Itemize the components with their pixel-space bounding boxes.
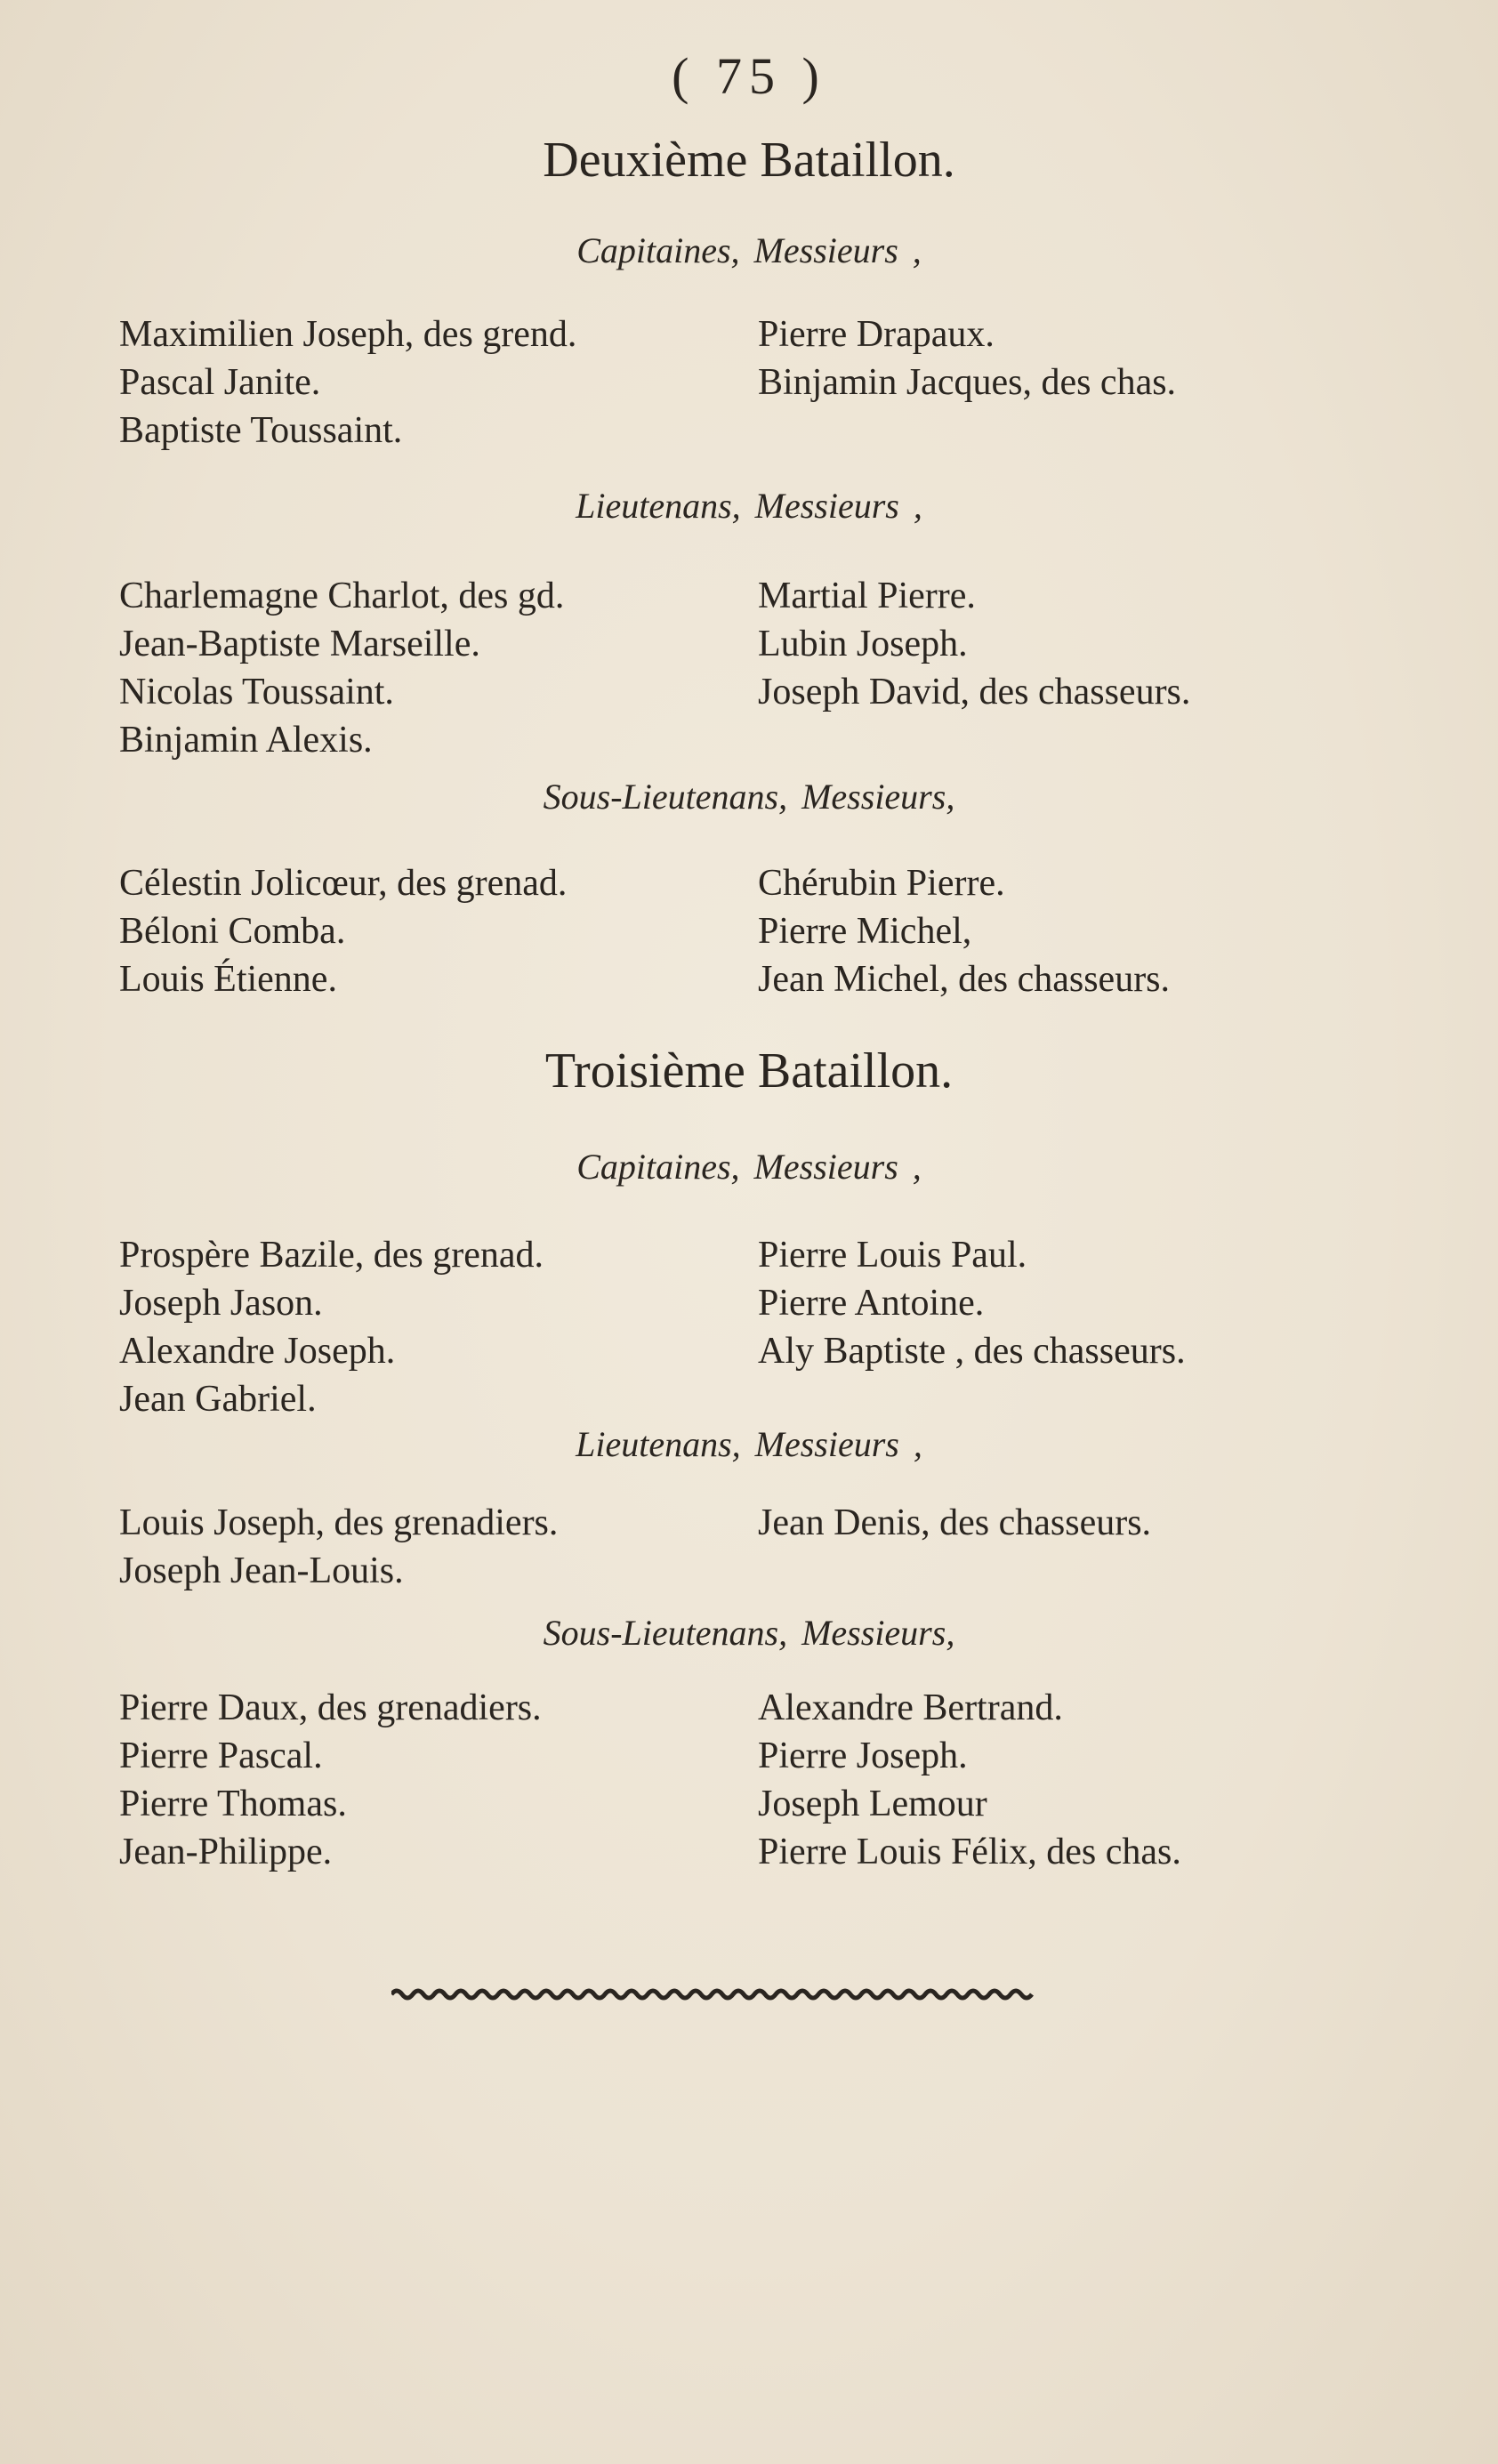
names-right-column (758, 1684, 1181, 1876)
names-left-column (119, 1231, 544, 1423)
officer-name: Pierre Louis Félix, des chas. (758, 1832, 1181, 1872)
rank-heading-lieutenans: Lieutenans, Messieurs , (576, 486, 922, 526)
officer-name: Jean Denis, des chasseurs. (758, 1502, 1152, 1543)
officer-name: Pascal Janite. (119, 362, 321, 403)
officer-name: Prospère Bazile, des grenad. (119, 1235, 544, 1276)
officer-name: Pierre Louis Paul. (758, 1235, 1027, 1276)
officer-name: Alexandre Joseph. (119, 1331, 396, 1372)
officer-name: Louis Étienne. (119, 959, 337, 1000)
names-right-column (758, 572, 1190, 716)
rank-heading-sous-lieutenans: Sous-Lieutenans, Messieurs, (543, 1613, 955, 1653)
officer-name: Jean Gabriel. (119, 1379, 317, 1420)
officer-name: Nicolas Toussaint. (119, 672, 394, 713)
officer-name: Pierre Thomas. (119, 1784, 347, 1824)
officer-name: Jean Michel, des chasseurs. (758, 959, 1171, 1000)
officer-name: Binjamin Alexis. (119, 720, 373, 761)
rank-heading-capitaines: Capitaines, Messieurs , (576, 230, 922, 270)
officer-name: Jean-Philippe. (119, 1832, 333, 1872)
officer-name: Chérubin Pierre. (758, 863, 1005, 904)
names-right-column (758, 1499, 1151, 1547)
officer-name: Joseph Lemour (758, 1784, 987, 1824)
rank-heading-lieutenans: Lieutenans, Messieurs , (576, 1424, 922, 1464)
officer-name: Louis Joseph, des grenadiers. (119, 1502, 559, 1543)
officer-name: Lubin Joseph. (758, 624, 968, 664)
officer-name: Pierre Drapaux. (758, 314, 995, 355)
officer-name: Béloni Comba. (119, 911, 346, 952)
officer-name: Charlemagne Charlot, des gd. (119, 576, 565, 616)
officer-name: Baptiste Toussaint. (119, 410, 403, 451)
officer-name: Joseph Jean-Louis. (119, 1550, 404, 1591)
section-title-troisieme-bataillon: Troisième Bataillon. (544, 1043, 954, 1099)
names-left-column (119, 1499, 558, 1595)
names-left-column (119, 859, 567, 1003)
officer-name: Pierre Antoine. (758, 1283, 985, 1324)
officer-name: Maximilien Joseph, des grend. (119, 314, 577, 355)
section-title-deuxieme-bataillon: Deuxième Bataillon. (543, 133, 955, 188)
decorative-divider (391, 1985, 1041, 2003)
rank-heading-capitaines: Capitaines, Messieurs , (576, 1147, 922, 1187)
officer-name: Joseph David, des chasseurs. (758, 672, 1191, 713)
officer-name: Aly Baptiste , des chasseurs. (758, 1331, 1186, 1372)
officer-name: Jean-Baptiste Marseille. (119, 624, 480, 664)
names-left-column (119, 1684, 542, 1876)
officer-name: Binjamin Jacques, des chas. (758, 362, 1177, 403)
officer-name: Pierre Joseph. (758, 1735, 968, 1776)
page-number: ( 75 ) (672, 47, 826, 105)
officer-name: Célestin Jolicœur, des grenad. (119, 863, 568, 904)
names-right-column (758, 1231, 1186, 1375)
names-right-column (758, 310, 1176, 407)
names-left-column (119, 572, 564, 764)
names-right-column (758, 859, 1170, 1003)
officer-name: Alexandre Bertrand. (758, 1687, 1063, 1728)
officer-name: Pierre Daux, des grenadiers. (119, 1687, 542, 1728)
officer-name: Pierre Pascal. (119, 1735, 323, 1776)
officer-name: Pierre Michel, (758, 911, 972, 952)
officer-name: Martial Pierre. (758, 576, 976, 616)
names-left-column (119, 310, 576, 455)
officer-name: Joseph Jason. (119, 1283, 323, 1324)
rank-heading-sous-lieutenans: Sous-Lieutenans, Messieurs, (543, 777, 955, 817)
